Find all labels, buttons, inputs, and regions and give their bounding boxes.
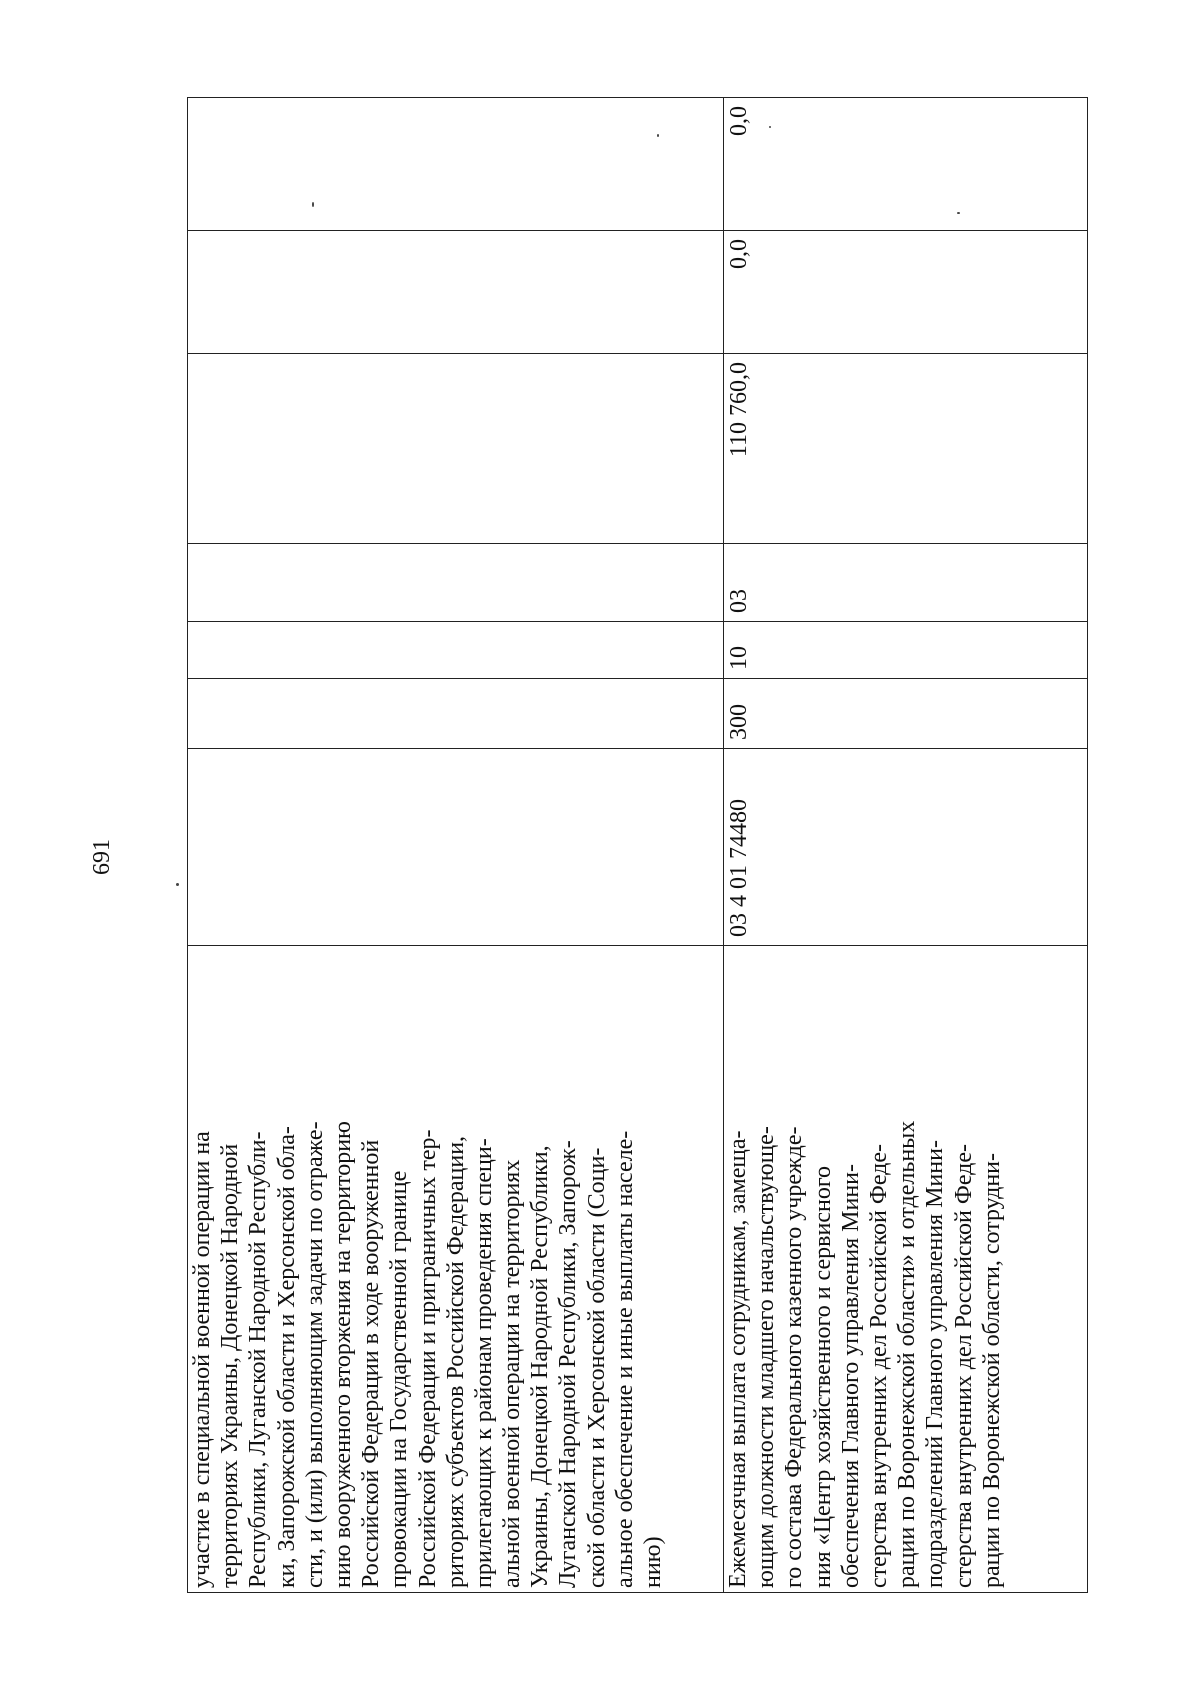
amount-1-cell: 110 760,0 xyxy=(724,354,1088,544)
description-line: рации по Воронежской области, сотрудни- xyxy=(978,1152,1005,1588)
expense-type-cell: 300 xyxy=(724,679,1088,749)
description-line: ской области и Херсонской области (Соци- xyxy=(583,1147,610,1588)
page-number xyxy=(82,832,122,882)
subsection-cell xyxy=(188,544,724,622)
description-line: рации по Воронежской области» и отдельных xyxy=(894,1120,921,1588)
amount-2-cell xyxy=(188,231,724,354)
description-line: ки, Запорожской области и Херсонской обла- xyxy=(273,1126,300,1588)
expense-type-cell xyxy=(188,679,724,749)
description-line: стерства внутренних дел Российской Феде- xyxy=(865,1143,892,1588)
description-line: ния «Центр хозяйственного и сервисного xyxy=(809,1165,836,1588)
description-line: Ежемесячная выплата сотрудникам, замеща- xyxy=(725,1130,751,1588)
table-row xyxy=(724,98,1088,1593)
budget-table xyxy=(187,97,1088,1593)
description-line: альное обеспечение и иные выплаты населе- xyxy=(611,1130,638,1588)
description-cell xyxy=(188,946,724,1593)
description-line: Российской Федерации и приграничных тер- xyxy=(414,1129,441,1588)
amount-2-cell: 0,0 xyxy=(724,231,1088,354)
description-line: стерства внутренних дел Российской Феде- xyxy=(950,1143,977,1588)
target-code-cell: 03 4 01 74480 xyxy=(724,749,1088,946)
description-line: подразделений Главного управления Мини- xyxy=(922,1140,949,1588)
description-line: провокации на Государственной границе xyxy=(386,1170,413,1588)
description-line: нию) xyxy=(640,1536,666,1588)
description-cell xyxy=(724,946,1088,1593)
scan-speck xyxy=(176,883,179,886)
description-line: ющим должности младшего начальствующе- xyxy=(753,1126,780,1588)
amount-3-cell xyxy=(188,98,724,231)
section-cell xyxy=(188,622,724,679)
description-line: Украины, Донецкой Народной Республики, xyxy=(527,1145,554,1588)
description-line: участие в специальной военной операции на xyxy=(189,1131,215,1588)
description-line: Республики, Луганской Народной Республи- xyxy=(245,1131,272,1588)
description-line: Российской Федерации в ходе вооруженной xyxy=(358,1139,385,1588)
description-line: обеспечения Главного управления Мини- xyxy=(837,1164,864,1588)
description-line: прилегающих к районам проведения специ- xyxy=(470,1138,497,1588)
budget-table-rotated xyxy=(187,98,1087,1593)
description-line: альной военной операции на территориях xyxy=(499,1159,526,1588)
amount-3-cell: 0,0 xyxy=(724,98,1088,231)
description-line: территориях Украины, Донецкой Народной xyxy=(217,1143,244,1588)
description-line: нию вооруженного вторжения на территорию xyxy=(329,1121,356,1588)
description-line: сти, и (или) выполняющим задачи по отраже- xyxy=(301,1121,328,1588)
table-row xyxy=(188,98,724,1593)
target-code-cell xyxy=(188,749,724,946)
section-cell: 10 xyxy=(724,622,1088,679)
page-number-text: 691 xyxy=(89,839,115,875)
description-line: риториях субъектов Российской Федерации, xyxy=(442,1135,469,1588)
subsection-cell: 03 xyxy=(724,544,1088,622)
description-line: Луганской Народной Республики, Запорож- xyxy=(555,1140,582,1588)
description-line: го состава Федерального казенного учрежде- xyxy=(781,1126,808,1588)
amount-1-cell xyxy=(188,354,724,544)
